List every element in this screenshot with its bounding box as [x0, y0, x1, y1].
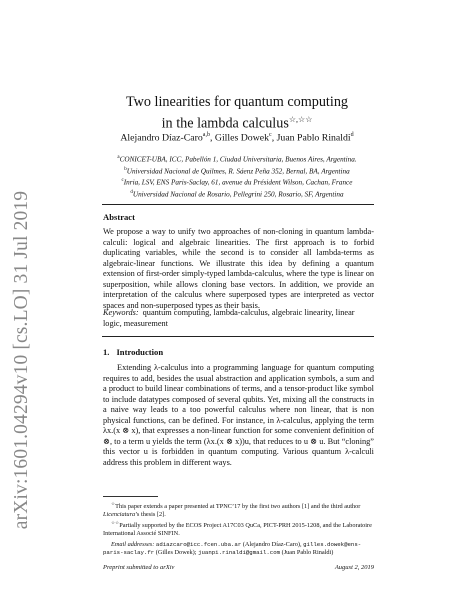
email-link[interactable]: juanpi.rinaldi@gmail.com [198, 548, 281, 556]
arxiv-stamp-text: arXiv:1601.04294v10 [cs.LO] 31 Jul 2019 [11, 190, 32, 530]
author-affil-mark: c [269, 132, 272, 138]
section-title: Introduction [116, 347, 164, 357]
abstract-body: We propose a way to unify two approaches of non-cloning in quantum lambda-calculi: logical and algebraic linearities. The first approach is to forbid duplicating variables, while the second is to consider all lambda-terms as algebraic-linear functions. We illustrate this idea by defining a quantum extension of first-order simply-typed lambda-calculus, where the type is linear on superposition, while allows cloning base vectors. In addition, we provide an interpretation of the calculus where superposed types are interpreted as vector spaces and non-superposed types as their basis. [103, 227, 374, 310]
author-list: Alejandro Díaz-Caro$^{a,b}$, Gilles Dowek$^c$, Juan Pablo Rinaldi$^d$ [120, 132, 354, 144]
footnote-2: ☆☆Partially supported by the ECOS Project A17C03 QuCa, PICT-PRH 2015-1208, and the Laboratoire International Associé SINFIN. [103, 520, 372, 538]
abstract-heading: Abstract [103, 212, 135, 222]
keywords-text: quantum computing, lambda-calculus, algebraic linearity, linear logic, measurement [103, 308, 355, 328]
abstract-top-rule [102, 204, 374, 205]
author-name: Alejandro Díaz-Caro [120, 132, 203, 144]
keywords [103, 308, 374, 329]
paper-title [60, 94, 414, 133]
preprint-note: Preprint submitted to arXiv [103, 564, 175, 571]
affiliation: $^c$Inria, LSV, ENS Paris-Saclay, 61, avenue du Président Wilson, Cachan, France [121, 178, 353, 187]
preprint-date: August 2, 2019 [334, 564, 374, 571]
title-line-2: in the lambda calculus☆,☆☆ [161, 115, 313, 132]
section-number: 1. [103, 347, 110, 357]
affiliation: $^d$Universidad Nacional de Rosario, Pellegrini 250, Rosario, SF, Argentina [130, 190, 344, 199]
keywords-label: Keywords: [103, 308, 139, 317]
author-name: Juan Pablo Rinaldi [276, 132, 351, 144]
section-heading [103, 347, 163, 357]
footnote-rule [103, 496, 158, 497]
author-affil-mark: d [350, 132, 354, 138]
section-body: Extending λ-calculus into a programming language for quantum computing requires to add, besides the usual abstraction and application symbols, a sum and a product to build linear combinations of terms, and a tensor-product like symbol to include datatypes composed of several qubits. Yet, mixing all the constructs in a naive way leads to a too powerful calculus where non linear, that is non physical functions, can be defined. For instance, in λ-calculus, applying the term λx.(x ⊗ x), that expresses a non-linear function for some convenient definition of ⊗, to a term u yields the term (λx.(x ⊗ x))u, that reduces to u ⊗ u. But “cloning” this vector u is forbidden in quantum computing. Various quantum λ-calculi address this problem in different ways. [103, 363, 374, 467]
email-addresses: Email addresses: adiazcaro@icc.fcen.uba.ar (Alejandro Díaz-Caro), gilles.dowek@ens-paris-saclay.fr (Gilles Dowek); juanpi.rinaldi@gmail.com (Juan Pablo Rinaldi) [103, 540, 362, 556]
email-link[interactable]: gilles.dowek@ens-paris-saclay.fr [103, 540, 362, 556]
footnote-1: ☆This paper extends a paper presented at TPNC’17 by the first two authors [1] and the third author Licenciatura’s thesis [2]. [103, 501, 361, 519]
arxiv-stamp [8, 150, 36, 570]
title-line-1: Two linearities for quantum computing [125, 94, 349, 110]
email-link[interactable]: adiazcaro@icc.fcen.uba.ar [155, 540, 242, 548]
abstract-bottom-rule [102, 336, 374, 337]
affiliation-list [60, 153, 414, 200]
footnotes [103, 500, 374, 557]
affiliation: $^a$CONICET-UBA, ICC, Pabellón 1, Ciudad Universitaria, Buenos Aires, Argentina. [117, 155, 357, 164]
title-footnote-marks: ☆,☆☆ [288, 115, 313, 124]
author-name: Gilles Dowek [214, 132, 270, 144]
author-affil-mark: a,b [202, 132, 210, 138]
affiliation: $^b$Universidad Nacional de Quilmes, R. Sáenz Peña 352, Bernal, BA, Argentina [124, 166, 350, 176]
